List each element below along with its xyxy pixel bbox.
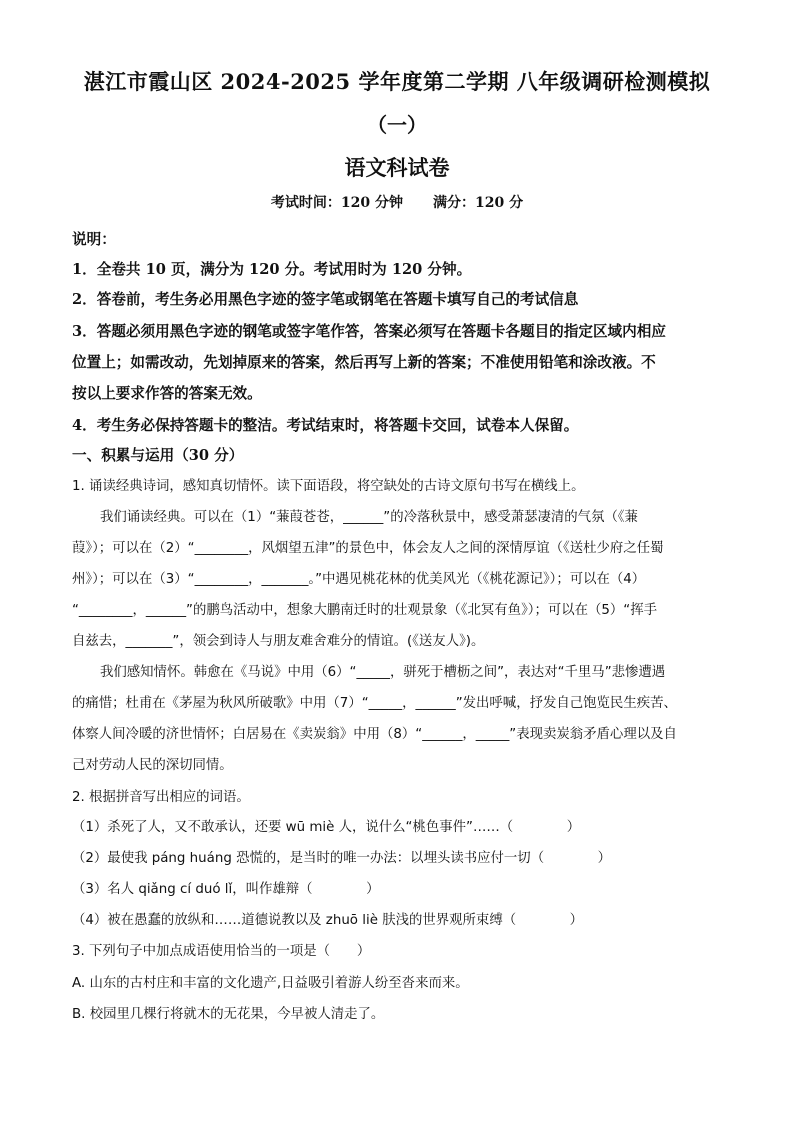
exam-score: 满分：120 分 xyxy=(433,195,524,211)
question-1-line: 葭》）；可以在（2）“________，风烟望五津”的景色中，体会友人之间的深情厚谊（《送杜少府之任蜀 xyxy=(72,541,664,556)
question-1-line: “________，______”的鹏鸟活动中，想象大鹏南迁时的壮观景象（《北冥有鱼》）；可以在（5）“挥手 xyxy=(72,603,658,618)
instruction-item: 4．考生务必保持答题卡的整洁。考试结束时，将答题卡交回，试卷本人保留。 xyxy=(72,417,579,434)
question-1-stem: 1. 诵读经典诗词，感知真切情怀。读下面语段，将空缺处的古诗文原句书写在横线上。 xyxy=(72,479,585,494)
exam-subtitle: （一） xyxy=(367,113,427,137)
question-1-line: 自兹去，_______”，领会到诗人与朋友难舍难分的情谊。(《送友人》)。 xyxy=(72,634,485,649)
question-3-stem: 3. 下列句子中加点成语使用恰当的一项是（ ） xyxy=(72,944,371,959)
instruction-item: 按以上要求作答的答案无效。 xyxy=(72,385,262,402)
question-2-item: （2）最使我 páng huáng 恐慌的，是当时的唯一办法：以埋头读书应付一切（ ） xyxy=(72,851,612,866)
question-2-item: （4）被在愚蠢的放纵和……道德说教以及 zhuō liè 肤浅的世界观所束缚（ ） xyxy=(72,913,584,928)
question-1-line: 州》）；可以在（3）“________，_______。”中遇见桃花林的优美风光（《桃花源记》）；可以在（4） xyxy=(72,572,646,587)
exam-meta xyxy=(0,192,794,212)
question-1-line: 的痛惜；杜甫在《茅屋为秋风所破歌》中用（7）“_____，______”发出呼喊，抒发自己饱览民生疾苦、 xyxy=(72,696,677,711)
instruction-item: 位置上；如需改动，先划掉原来的答案，然后再写上新的答案；不准使用铅笔和涂改液。不 xyxy=(72,354,656,371)
question-2-item: （3）名人 qiǎng cí duó lǐ，叫作雄辩（ ） xyxy=(72,882,380,897)
question-3-option: B. 校园里几棵行将就木的无花果，今早被人清走了。 xyxy=(72,1007,385,1022)
question-1-line: 我们感知情怀。韩愈在《马说》中用（6）“_____，骈死于槽枥之间”，表达对“千里马”悲惨遭遇 xyxy=(100,665,666,680)
instruction-item: 2．答卷前，考生务必用黑色字迹的签字笔或钢笔在答题卡填写自己的考试信息 xyxy=(72,291,579,308)
exam-title: 湛江市霞山区 2024-2025 学年度第二学期 八年级调研检测模拟 xyxy=(83,69,711,94)
question-2-stem: 2. 根据拼音写出相应的词语。 xyxy=(72,790,250,805)
instruction-item: 1．全卷共 10 页，满分为 120 分。考试用时为 120 分钟。 xyxy=(72,261,472,278)
question-1-line: 我们诵读经典。可以在（1）“蒹葭苍苍，______”的冷落秋景中，感受萧瑟凄清的气氛（《蒹 xyxy=(100,510,638,525)
question-2-item: （1）杀死了人，又不敢承认，还要 wū miè 人，说什么“桃色事件”……（ ） xyxy=(72,820,581,835)
question-1-line: 己对劳动人民的深切同情。 xyxy=(72,758,233,773)
section-heading: 一、积累与运用（30 分） xyxy=(72,447,244,464)
question-1-line: 体察人间冷暖的济世情怀；白居易在《卖炭翁》中用（8）“______，_____”表现卖炭翁矛盾心理以及自 xyxy=(72,727,677,742)
question-3-option: A. 山东的古村庄和丰富的文化遗产,日益吸引着游人纷至沓来而来。 xyxy=(72,976,469,991)
subject-title: 语文科试卷 xyxy=(344,155,450,180)
instruction-item: 3．答题必须用黑色字迹的钢笔或签字笔作答，答案必须写在答题卡各题目的指定区域内相应 xyxy=(72,323,666,340)
instructions-heading: 说明： xyxy=(72,231,116,248)
exam-time: 考试时间：120 分钟 xyxy=(270,195,403,211)
